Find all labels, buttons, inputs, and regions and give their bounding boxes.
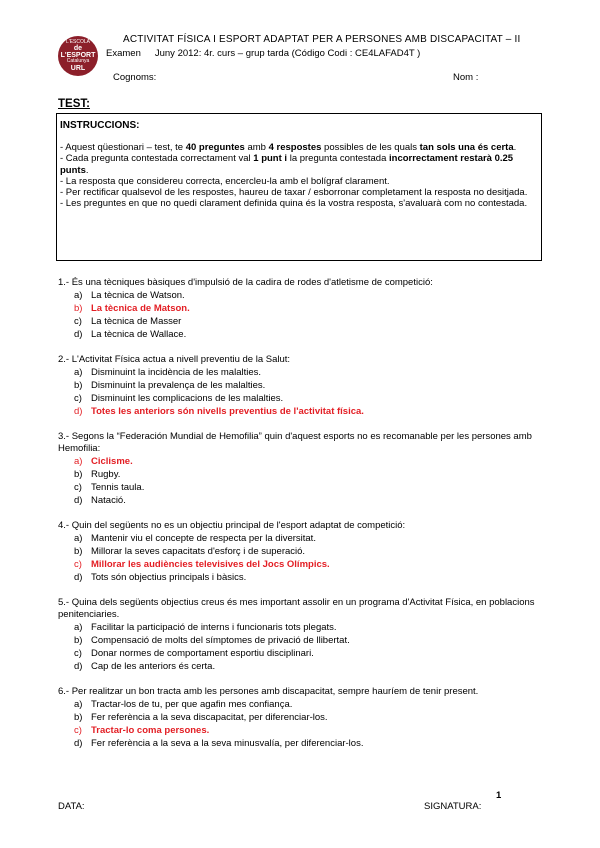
option-text: Natació. [91, 495, 126, 506]
page-number: 1 [496, 790, 502, 801]
option-letter: d) [74, 329, 83, 340]
instruction-text: possibles de les quals [321, 142, 420, 154]
option-text: Totes les anteriors són nivells preventius de l'activitat física. [91, 406, 364, 417]
school-logo [58, 36, 98, 76]
option-text: Millorar la seves capacitats d'esforç i de superació. [91, 546, 306, 557]
answer-options [58, 455, 546, 507]
answer-option [58, 621, 546, 634]
exam-label: Examen [106, 48, 141, 59]
question-text: 2.- L'Activitat Física actua a nivell preventiu de la Salut: [58, 354, 291, 365]
instruction-text: . [513, 142, 517, 154]
answer-option [58, 698, 546, 711]
option-letter: a) [74, 699, 83, 710]
instruction-emphasis: tan sols una és certa [419, 142, 514, 154]
option-letter: b) [74, 635, 83, 646]
exam-info [106, 48, 420, 59]
option-letter: d) [74, 738, 83, 749]
option-text: Mantenir viu el concepte de respecta per la diversitat. [91, 533, 316, 544]
option-text: Disminuint la prevalença de les malalties. [91, 380, 266, 391]
question-1 [58, 277, 546, 341]
answer-option [58, 532, 546, 545]
answer-option [58, 660, 546, 673]
option-letter: b) [74, 712, 83, 723]
option-letter: c) [74, 316, 82, 327]
option-text: Tractar-los de tu, per que agafin mes confiança. [91, 699, 293, 710]
instruction-line [60, 187, 539, 198]
question-text: 1.- És una tècniques bàsiques d'impulsió de la cadira de rodes d'atletisme de competició: [58, 277, 433, 288]
test-heading: TEST: [58, 98, 90, 110]
option-letter: a) [74, 456, 83, 467]
question-4 [58, 520, 546, 584]
question-text: 3.- Segons la “Federación Mundial de Hemofilia” quin d'aquest esports no es recomanable per les persones amb Hemofilia: [58, 431, 532, 454]
answer-option [58, 315, 546, 328]
question-3 [58, 431, 546, 507]
logo-line-4: URL [70, 64, 86, 72]
option-letter: b) [74, 469, 83, 480]
answer-options [58, 366, 546, 418]
option-letter: b) [74, 546, 83, 557]
option-text: Ciclisme. [91, 456, 133, 467]
option-letter: a) [74, 622, 83, 633]
option-text: Fer referència a la seva a la seva minusvalía, per diferenciar-los. [91, 738, 364, 749]
date-field-label: DATA: [58, 801, 85, 812]
instruction-text: - Aquest qüestionari – test, te [60, 142, 186, 154]
answer-option-correct [58, 558, 546, 571]
option-text: Facilitar la participació de interns i funcionaris tots plegats. [91, 622, 337, 633]
name-field-label: Nom : [453, 72, 479, 83]
answer-option-correct [58, 455, 546, 468]
instruction-emphasis: incorrectament restarà 0.25 punts [60, 153, 514, 176]
answer-option-correct [58, 405, 546, 418]
answer-options [58, 698, 546, 750]
answer-option [58, 494, 546, 507]
surname-field-label: Cognoms: [113, 72, 157, 83]
answer-option-correct [58, 724, 546, 737]
option-text: La tècnica de Watson. [91, 290, 185, 301]
instruction-text: . [85, 164, 89, 176]
question-text: 6.- Per realitzar un bon tracta amb les persones amb discapacitat, sempre hauríem de tenir present. [58, 686, 479, 697]
answer-option [58, 737, 546, 750]
answer-option-correct [58, 302, 546, 315]
option-text: Millorar les audiències televisives del Jocs Olímpics. [91, 559, 330, 570]
answer-options [58, 532, 546, 584]
answer-option [58, 289, 546, 302]
answer-option [58, 392, 546, 405]
answer-option [58, 647, 546, 660]
instruction-text: - Per rectificar qualsevol de les respostes, haureu de taxar / esborronar completament la resposta no desitjada. [60, 187, 528, 199]
option-letter: d) [74, 572, 83, 583]
instruction-emphasis: 4 respostes [268, 142, 322, 154]
question-text: 5.- Quina dels següents objectius creus és mes important assolir en un programa d'Activitat Física, en poblacions penitenciaries. [58, 597, 535, 620]
instruction-text: la pregunta contestada [287, 153, 389, 165]
option-text: Tennis taula. [91, 482, 145, 493]
instruction-text: amb [244, 142, 269, 154]
question-5 [58, 597, 546, 673]
answer-option [58, 711, 546, 724]
answer-option [58, 545, 546, 558]
instruction-emphasis: 40 preguntes [185, 142, 245, 154]
option-letter: c) [74, 482, 82, 493]
option-letter: b) [74, 303, 83, 314]
option-text: Donar normes de comportament esportiu disciplinari. [91, 648, 314, 659]
question-text: 4.- Quin del següents no es un objectiu principal de l'esport adaptat de competició: [58, 520, 406, 531]
option-letter: a) [74, 290, 83, 301]
answer-option [58, 328, 546, 341]
instruction-text: - Les preguntes en que no quedi clarament definida quina és la vostra resposta, s'avaluarà com no contestada. [60, 198, 528, 210]
document-title: ACTIVITAT FÍSICA I ESPORT ADAPTAT PER A PERSONES AMB DISCAPACITAT – II [123, 34, 521, 45]
option-text: Disminuint la incidència de les malalties. [91, 367, 262, 378]
answer-option [58, 481, 546, 494]
option-letter: d) [74, 661, 83, 672]
instruction-line [60, 142, 539, 153]
signature-field-label: SIGNATURA: [424, 801, 482, 812]
option-text: Cap de les anteriors és certa. [91, 661, 216, 672]
option-text: Fer referència a la seva discapacitat, per diferenciar-los. [91, 712, 328, 723]
option-letter: a) [74, 367, 83, 378]
instruction-emphasis: 1 punt i [253, 153, 288, 165]
option-letter: c) [74, 648, 82, 659]
logo-line-1: L'ESCOLA [65, 38, 91, 45]
instruction-text: - La resposta que considereu correcta, encercleu-la amb el bolígraf clarament. [60, 175, 390, 187]
answer-option [58, 366, 546, 379]
option-text: Tractar-lo coma persones. [91, 725, 210, 736]
instruction-line [60, 176, 539, 187]
option-letter: c) [74, 559, 82, 570]
logo-line-2: de L'ESPORT [60, 45, 96, 59]
question-2 [58, 354, 546, 418]
answer-option [58, 468, 546, 481]
logo-line-3: Catalunya [66, 58, 90, 64]
option-letter: c) [74, 725, 82, 736]
option-letter: d) [74, 495, 83, 506]
option-letter: c) [74, 393, 82, 404]
instruction-line [60, 198, 539, 209]
answer-option [58, 571, 546, 584]
instructions-box [56, 113, 542, 261]
option-text: Rugby. [91, 469, 121, 480]
instruction-text: - Cada pregunta contestada correctament val [60, 153, 254, 165]
answer-option [58, 379, 546, 392]
option-text: Tots són objectius principals i bàsics. [91, 572, 247, 583]
questions-list [58, 277, 546, 763]
option-text: Disminuint les complicacions de les malalties. [91, 393, 284, 404]
instructions-lines [60, 142, 539, 209]
option-text: La tècnica de Masser [91, 316, 182, 327]
option-text: La tècnica de Matson. [91, 303, 190, 314]
answer-options [58, 289, 546, 341]
option-text: Compensació de molts del símptomes de privació de llibertat. [91, 635, 350, 646]
exam-details: Juny 2012: 4r. curs – grup tarda (Código Codi : CE4LAFAD4T ) [154, 48, 421, 59]
answer-options [58, 621, 546, 673]
answer-option [58, 634, 546, 647]
instructions-heading: INSTRUCCIONS: [60, 120, 140, 131]
instruction-line [60, 153, 539, 175]
option-text: La tècnica de Wallace. [91, 329, 187, 340]
question-6 [58, 686, 546, 750]
option-letter: b) [74, 380, 83, 391]
option-letter: a) [74, 533, 83, 544]
option-letter: d) [74, 406, 83, 417]
